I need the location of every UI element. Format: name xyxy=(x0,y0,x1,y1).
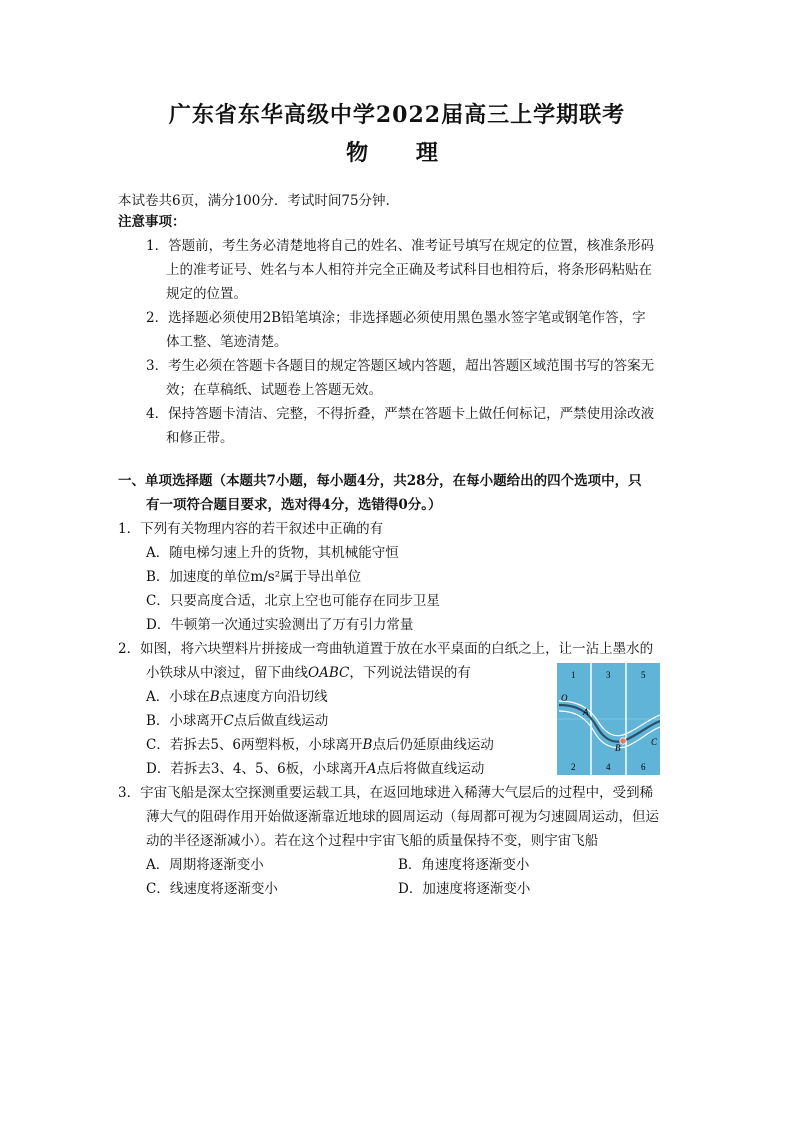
panel-number: 2 xyxy=(571,762,576,772)
notice-line: 3．考生必须在答题卡各题目的规定答题区域内答题，超出答题区域范围书写的答案无 xyxy=(146,358,655,374)
q2-stem: 小铁球从中滚过，留下曲线OABC，下列说法错误的有 xyxy=(146,665,471,681)
q1-option-d: D．牛顿第一次通过实验测出了万有引力常量 xyxy=(146,617,414,633)
q2-option-a: A．小球在B点速度方向沿切线 xyxy=(146,689,328,705)
notice-line: 上的准考证号、姓名与本人相符并完全正确及考试科目也相符后，将条形码粘贴在 xyxy=(166,262,652,278)
section-heading: 一、单项选择题（本题共7小题，每小题4分，共28分，在每小题给出的四个选项中，只 xyxy=(118,473,642,489)
exam-subject: 物 理 xyxy=(346,140,458,166)
notice-line: 4．保持答题卡清洁、完整，不得折叠，严禁在答题卡上做任何标记，严禁使用涂改液 xyxy=(146,406,655,422)
q2-option-d: D．若拆去3、4、5、6板，小球离开A点后将做直线运动 xyxy=(146,761,485,777)
q3-option-a: A．周期将逐渐变小 xyxy=(146,857,264,873)
q2-option-c: C．若拆去5、6两塑料板，小球离开B点后仍延原曲线运动 xyxy=(146,737,494,753)
q1-option-c: C．只要高度合适，北京上空也可能存在同步卫星 xyxy=(146,593,440,609)
q3-option-b: B．角速度将逐渐变小 xyxy=(398,857,530,873)
exam-title: 广东省东华高级中学2022届高三上学期联考 xyxy=(168,102,626,128)
panel-number: 3 xyxy=(606,670,611,680)
panel-number: 1 xyxy=(571,670,576,680)
point-label-c: C xyxy=(651,737,658,747)
q3-stem: 3．宇宙飞船是深太空探测重要运载工具，在返回地球进入稀薄大气层后的过程中，受到稀 xyxy=(118,785,654,801)
point-label-o: O xyxy=(561,693,568,703)
point-label-b: B xyxy=(615,743,621,753)
panel-number: 5 xyxy=(641,670,646,680)
section-heading: 有一项符合题目要求，选对得4分，选错得0分。） xyxy=(146,497,442,513)
q2-stem: 2．如图，将六块塑料片拼接成一弯曲轨道置于放在水平桌面的白纸之上，让一沾上墨水的 xyxy=(118,641,654,657)
notice-line: 2．选择题必须使用2B铅笔填涂；非选择题必须使用黑色墨水签字笔或钢笔作答，字 xyxy=(146,310,646,326)
notice-line: 效；在草稿纸、试题卷上答题无效。 xyxy=(166,382,382,398)
q3-option-c: C．线速度将逐渐变小 xyxy=(146,881,278,897)
q1-stem: 1．下列有关物理内容的若干叙述中正确的有 xyxy=(118,521,384,537)
q1-option-b: B．加速度的单位m/s²属于导出单位 xyxy=(146,569,362,585)
notice-heading: 注意事项： xyxy=(118,214,186,230)
panel-number: 4 xyxy=(606,762,611,772)
q3-stem: 动的半径逐渐减小）。若在这个过程中宇宙飞船的质量保持不变，则宇宙飞船 xyxy=(146,833,599,849)
notice-line: 体工整、笔迹清楚。 xyxy=(166,334,288,350)
track-figure xyxy=(557,663,660,775)
point-label-a: A xyxy=(583,707,589,717)
q3-option-d: D．加速度将逐渐变小 xyxy=(398,881,531,897)
panel-number: 6 xyxy=(641,762,646,772)
q1-option-a: A．随电梯匀速上升的货物，其机械能守恒 xyxy=(146,545,399,561)
ball-marker xyxy=(620,738,626,744)
notice-line: 1．答题前，考生务必清楚地将自己的姓名、准考证号填写在规定的位置，核准条形码 xyxy=(146,238,655,254)
notice-line: 和修正带。 xyxy=(166,430,234,446)
q2-option-b: B．小球离开C点后做直线运动 xyxy=(146,713,329,729)
intro-text: 本试卷共6页，满分100分．考试时间75分钟. xyxy=(118,193,390,209)
q3-stem: 薄大气的阻碍作用开始做逐渐靠近地球的圆周运动（每周都可视为匀速圆周运动，但运 xyxy=(146,809,659,825)
notice-line: 规定的位置。 xyxy=(166,286,247,302)
